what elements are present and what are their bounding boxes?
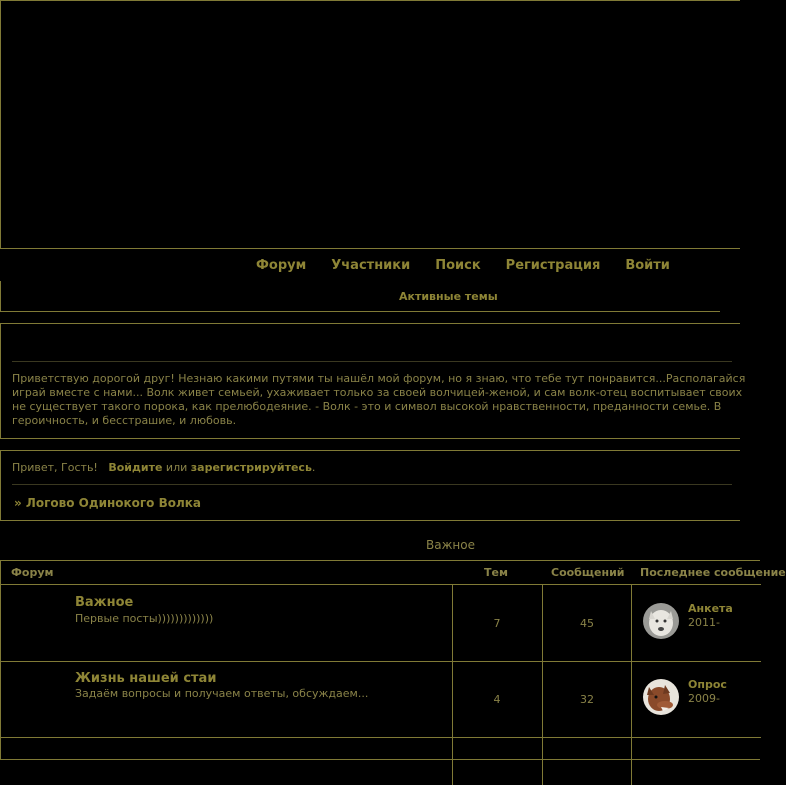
breadcrumb[interactable]: » Логово Одинокого Волка — [14, 496, 202, 510]
period-text: . — [311, 461, 316, 474]
announcement-box — [0, 323, 746, 439]
topic-count: 4 — [493, 693, 501, 706]
nav-search[interactable]: Поиск — [435, 258, 481, 273]
nav-forum[interactable]: Форум — [256, 258, 307, 273]
main-nav — [256, 258, 695, 273]
nav-login[interactable]: Войти — [625, 258, 670, 273]
announcement-line: играй вместе с нами... Волк живет семьей, ухаживает только за своей волчицей-женой, и сам волк-отец воспитывает своих — [12, 386, 743, 399]
header-posts: Сообщений — [551, 566, 625, 579]
header-forum: Форум — [11, 566, 54, 579]
announcement-line: Приветствую дорогой друг! Незнаю какими путями ты нашёл мой форум, но я знаю, что тебе тут понравится...Располагайся — [12, 372, 746, 385]
announcement-text — [12, 372, 772, 428]
welcome-divider — [12, 484, 732, 485]
nav-members[interactable]: Участники — [331, 258, 411, 273]
forum-title[interactable]: Жизнь нашей стаи — [75, 671, 217, 686]
nav-register[interactable]: Регистрация — [505, 258, 601, 273]
forum-description: Задаём вопросы и получаем ответы, обсуждаем... — [75, 687, 369, 700]
nav-active-topics[interactable]: Активные темы — [399, 290, 498, 303]
announcement-divider — [12, 361, 732, 362]
white-wolf-avatar[interactable] — [643, 603, 679, 639]
post-count: 32 — [580, 693, 594, 706]
greeting-text: Привет, Гость! — [12, 461, 98, 474]
post-count: 45 — [580, 617, 594, 630]
header-banner — [0, 0, 740, 249]
category-title[interactable]: Важное — [426, 538, 475, 552]
announcement-line: не существует такого порока, как прелюбодеяние. - Волк - это и символ высокой нравственности, преданности семье. В — [12, 400, 722, 413]
header-topics: Тем — [484, 566, 508, 579]
header-last-post: Последнее сообщение — [640, 566, 786, 579]
last-post-title[interactable]: Опрос — [688, 678, 727, 691]
or-text: или — [165, 461, 188, 474]
last-post-date: 2011- — [688, 616, 720, 629]
last-post-title[interactable]: Анкета — [688, 602, 733, 615]
table-row — [1, 585, 761, 662]
greeting — [12, 461, 315, 474]
last-post-date: 2009- — [688, 692, 720, 705]
header-divider — [0, 311, 720, 312]
header-divider — [0, 281, 1, 311]
forum-title[interactable]: Важное — [75, 595, 134, 610]
brown-wolf-avatar[interactable] — [643, 679, 679, 715]
announcement-line: героичность, и бесстрашие, и любовь. — [12, 414, 237, 427]
topic-count: 7 — [493, 617, 501, 630]
forum-table — [0, 560, 786, 760]
login-link[interactable]: Войдите — [108, 461, 163, 474]
register-link[interactable]: зарегистрируйтесь — [190, 461, 312, 474]
table-row — [1, 661, 761, 738]
forum-description: Первые посты))))))))))))) — [75, 612, 214, 625]
table-header — [1, 561, 786, 585]
welcome-box — [0, 450, 740, 521]
